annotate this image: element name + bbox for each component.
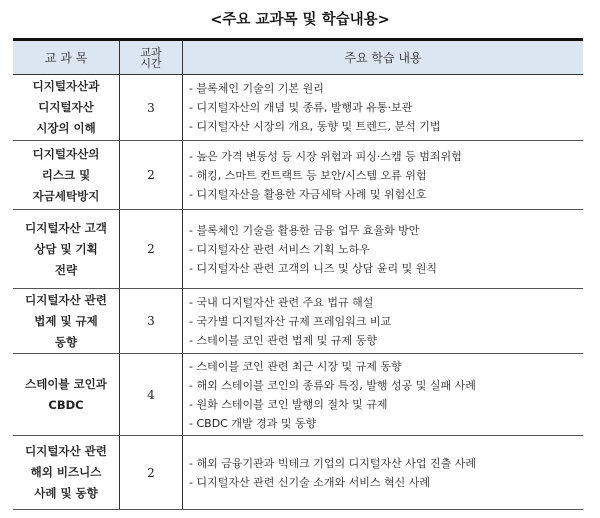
subject-cell <box>13 436 120 510</box>
subject-line: 리스크 및 <box>41 167 91 182</box>
content-item: - 해킹, 스마트 컨트랙트 등 보안/시스템 오류 위험 <box>189 166 583 185</box>
subject-line: 스테이블 코인과 <box>25 376 107 391</box>
subject-line: 디지털자산 관련 <box>25 444 107 458</box>
content-item: - 해외 금융기관과 빅테크 기업의 디지털자산 사업 진출 사례 <box>189 454 583 473</box>
header-content: 주요 학습 내용 <box>183 40 584 75</box>
content-item: - CBDC 개발 경과 및 동향 <box>189 414 583 433</box>
content-item: - 디지털자산 관련 신기술 소개와 서비스 혁신 사례 <box>189 473 583 492</box>
table-row <box>13 75 583 141</box>
content-item: - 국가별 디지털자산 규제 프레임워크 비교 <box>189 312 583 331</box>
subject-line: 사례 및 동향 <box>34 486 98 500</box>
table-row <box>13 210 583 289</box>
subject-line: 디지털자산 관련 <box>25 292 107 307</box>
subject-line: 디지털자산과 <box>32 79 100 93</box>
content-item: - 원화 스테이블 코인 발행의 절차 및 규제 <box>189 395 583 414</box>
subject-line: 상담 및 기획 <box>34 241 98 256</box>
subject-cell <box>13 354 120 436</box>
content-cell <box>183 354 584 436</box>
subject-line: 해외 비즈니스 <box>30 465 102 479</box>
hours-cell: 2 <box>120 210 183 289</box>
content-cell <box>183 436 584 510</box>
content-item: - 디지털자산 시장의 개요, 동향 및 트렌드, 분석 기법 <box>189 117 583 136</box>
page-title: <주요 교과목 및 학습내용> <box>210 12 390 28</box>
hours-cell: 2 <box>120 436 183 510</box>
content-item: - 스테이블 코인 관련 법제 및 규제 동향 <box>189 331 583 350</box>
subject-line: CBDC <box>48 397 84 412</box>
content-cell <box>183 75 584 141</box>
table-row <box>13 141 583 210</box>
header-hours-line1: 교과 <box>140 45 162 59</box>
content-item: - 블록체인 기술의 기본 원리 <box>189 79 583 98</box>
content-item: - 디지털자산 관련 고객의 니즈 및 상담 윤리 및 원칙 <box>189 259 583 278</box>
subject-line: 법제 및 규제 <box>34 313 98 328</box>
content-item: - 블록체인 기술을 활용한 금융 업무 효율화 방안 <box>189 221 583 240</box>
content-item: - 디지털자산 관련 서비스 기획 노하우 <box>189 240 583 259</box>
subject-cell <box>13 210 120 289</box>
content-item: - 해외 스테이블 코인의 종류와 특징, 발행 성공 및 실패 사례 <box>189 376 583 395</box>
subject-line: 디지털자산 <box>38 100 94 114</box>
hours-cell: 3 <box>120 289 183 354</box>
hours-cell: 2 <box>120 141 183 210</box>
content-item: - 디지털자산의 개념 및 종류, 발행과 유통·보관 <box>189 98 583 117</box>
header-hours-line2: 시간 <box>140 56 162 70</box>
subject-line: 동향 <box>54 334 78 349</box>
table-row <box>13 289 583 354</box>
subject-cell <box>13 75 120 141</box>
content-item: - 디지털자산을 활용한 자금세탁 사례 및 위험신호 <box>189 185 583 204</box>
content-item: - 스테이블 코인 관련 최근 시장 및 규제 동향 <box>189 357 583 376</box>
table-row <box>13 354 583 436</box>
subject-line: 디지털자산 고객 <box>25 220 107 235</box>
content-cell <box>183 141 584 210</box>
table-row <box>13 436 583 510</box>
subject-line: 전략 <box>54 262 78 277</box>
content-item: - 높은 가격 변동성 등 시장 위험과 피싱·스캠 등 범죄위험 <box>189 147 583 166</box>
hours-cell: 3 <box>120 75 183 141</box>
hours-cell: 4 <box>120 354 183 436</box>
content-item: - 국내 디지털자산 관련 주요 법규 해설 <box>189 293 583 312</box>
subject-line: 디지털자산의 <box>32 146 100 161</box>
subject-cell <box>13 289 120 354</box>
subject-cell <box>13 141 120 210</box>
subject-line: 시장의 이해 <box>36 121 96 135</box>
content-cell <box>183 289 584 354</box>
table-header-row <box>13 40 583 75</box>
subject-line: 자금세탁방지 <box>32 188 100 203</box>
curriculum-table <box>13 38 583 510</box>
header-subject: 교 과 목 <box>13 40 120 75</box>
header-hours <box>120 40 183 75</box>
content-cell <box>183 210 584 289</box>
